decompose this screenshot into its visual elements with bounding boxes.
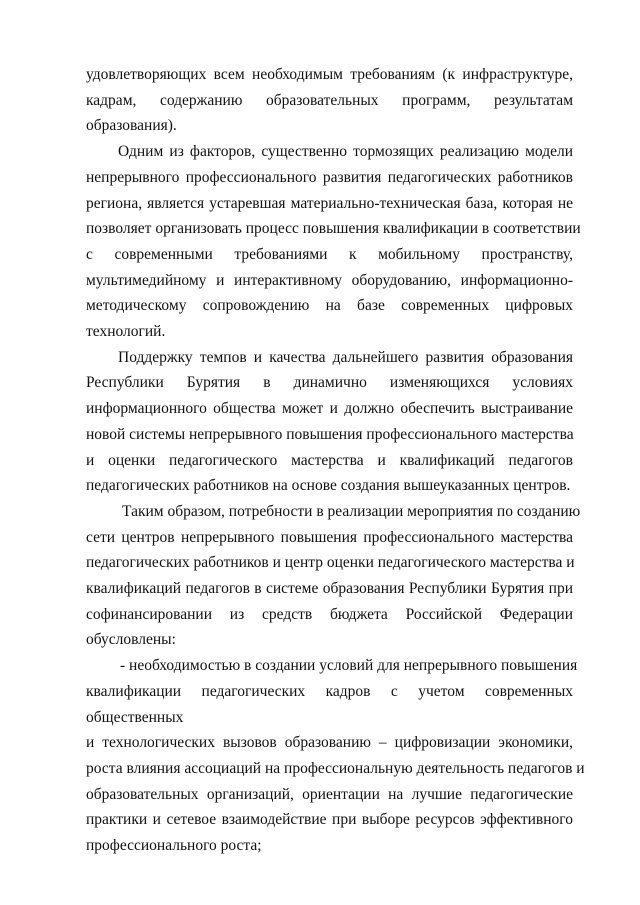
text-line: педагогических работников и центр оценки педагогического мастерства и [86,554,575,572]
text-line: профессионального роста; [86,837,262,855]
text-line: новой системы непрерывного повышения профессионального мастерства [86,425,574,443]
text-line: квалификаций педагогов в системе образования Республики Бурятия при [86,580,573,598]
text-line: роста влияния ассоциаций на профессиональную деятельность педагогов и [86,759,585,777]
text-line: Республики Бурятия в динамично изменяющихся условиях [86,374,573,392]
text-line: региона, является устаревшая материально-техническая база, которая не [86,194,573,212]
text-line: софинансировании из средств бюджета Российской Федерации [86,605,573,623]
text-line: кадрам, содержанию образовательных программ, результатам [86,91,573,109]
text-line: сети центров непрерывного повышения профессионального мастерства [86,528,573,546]
list-item-qualification-conditions [86,653,578,730]
text-line: практики и сетевое взаимодействие при выборе ресурсов эффективного [86,811,573,829]
text-line: технологий. [86,323,166,341]
text-line: удовлетворяющих всем необходимым требованиям (к инфраструктуре, [86,66,573,83]
text-line: и оценки педагогического мастерства и квалификаций педагогов [86,451,573,469]
text-line: методическому сопровождению на базе современных цифровых [86,297,573,315]
text-line: с современными требованиями к мобильному пространству, [86,245,573,263]
text-line: - необходимостью в создании условий для непрерывного повышения [120,657,578,675]
text-line: непрерывного профессионального развития педагогических работников [86,168,573,186]
text-line: педагогических работников на основе создания вышеуказанных центров. [86,477,571,495]
text-line: обусловлены: [86,631,176,649]
text-line: и технологических вызовов образованию – цифровизации экономики, [86,734,573,752]
text-line: позволяет организовать процесс повышения квалификации в соответствии [86,220,581,238]
paragraph-infrastructure-requirements [86,62,573,139]
text-line: квалификации педагогических кадров с учетом современных [86,682,573,700]
text-line: информационного общества может и должно обеспечить выстраивание [86,400,573,418]
text-line: Таким образом, потребности в реализации мероприятия по созданию [122,502,581,520]
text-line: общественных [86,708,184,726]
paragraph-outdated-equipment [86,139,581,345]
text-line: образования). [86,117,177,135]
text-line: Одним из факторов, существенно тормозящих реализацию модели [118,143,573,161]
text-line: образовательных организаций, ориентации на лучшие педагогические [86,785,573,803]
text-line: мультимедийному и интерактивному оборудованию, информационно- [86,271,573,289]
document-page [86,62,585,859]
text-line: Поддержку темпов и качества дальнейшего развития образования [118,348,573,366]
paragraph-technological-challenges [86,730,585,859]
paragraph-needs-conclusion [86,499,581,653]
paragraph-development-support [86,345,573,499]
